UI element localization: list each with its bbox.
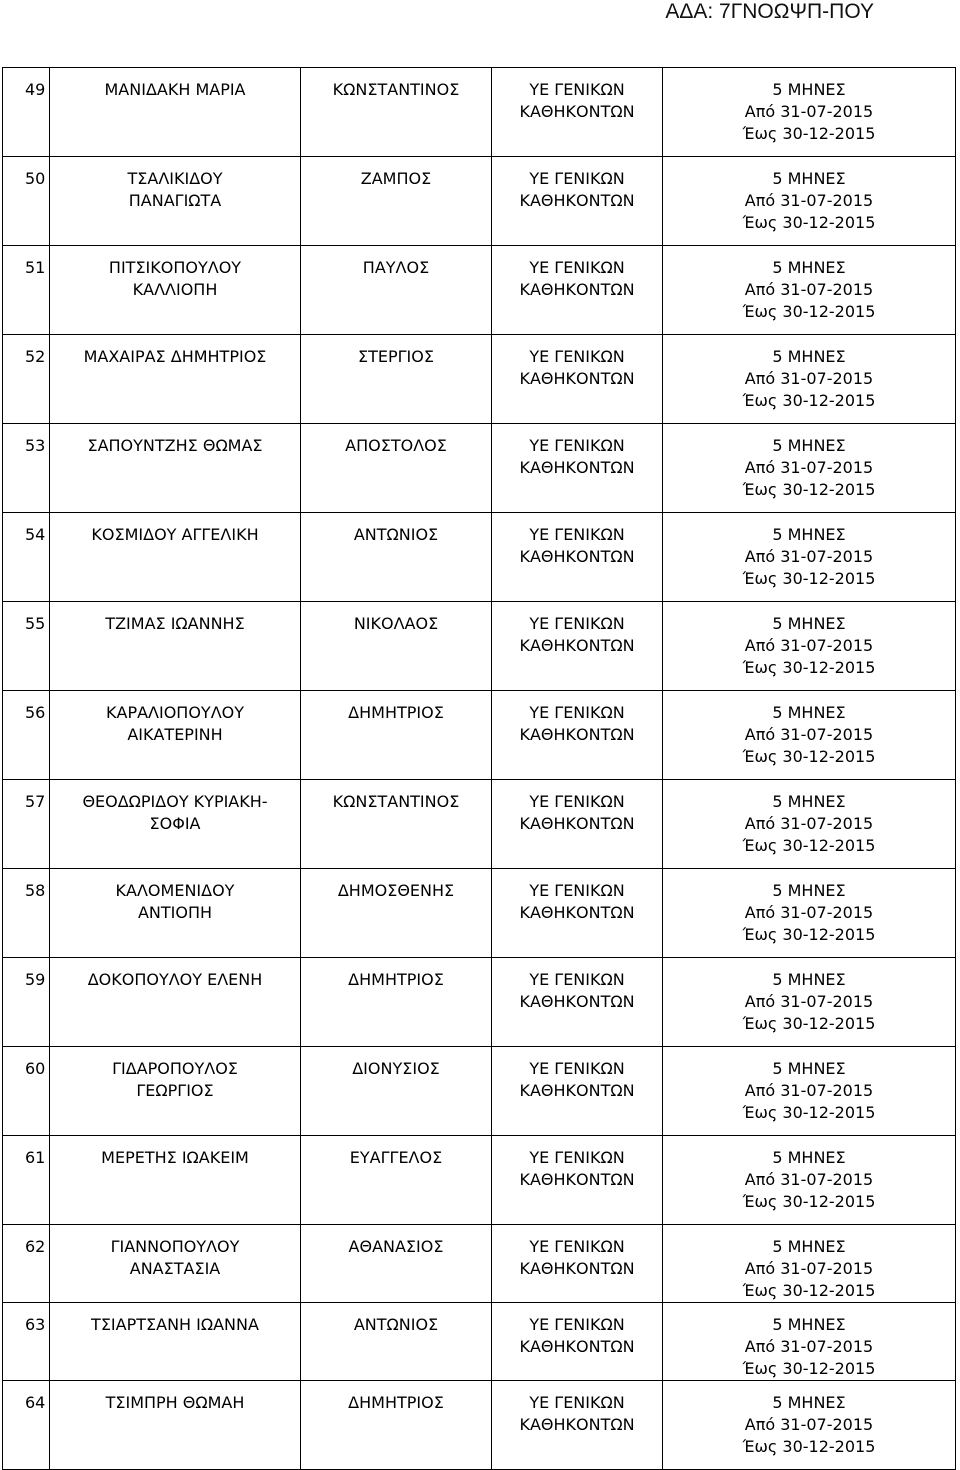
specialty: ΥΕ ΓΕΝΙΚΩΝ ΚΑΘΗΚΟΝΤΩΝ	[519, 881, 635, 922]
duration-cell	[663, 958, 956, 1047]
father-name: ΑΘΑΝΑΣΙΟΣ	[348, 1237, 444, 1256]
father-name-cell	[301, 1136, 492, 1225]
row-number: 60	[25, 1059, 46, 1078]
full-name: ΜΑΧΑΙΡΑΣ ΔΗΜΗΤΡΙΟΣ	[83, 347, 267, 366]
full-name: ΤΣΙΜΠΡΗ ΘΩΜΑΗ	[105, 1393, 245, 1412]
duration: 5 ΜΗΝΕΣ	[772, 258, 846, 277]
row-number-cell	[3, 1047, 50, 1136]
end-date: Έως 30-12-2015	[742, 925, 876, 944]
full-name: ΔΟΚΟΠΟΥΛΟΥ ΕΛΕΝΗ	[87, 970, 263, 989]
duration: 5 ΜΗΝΕΣ	[772, 881, 846, 900]
start-date: Από 31-07-2015	[744, 903, 874, 922]
table-row	[3, 424, 956, 513]
table-row	[3, 1381, 956, 1470]
personnel-table	[2, 67, 956, 1470]
full-name-cell	[50, 513, 301, 602]
father-name: ΑΝΤΩΝΙΟΣ	[353, 1315, 439, 1334]
end-date: Έως 30-12-2015	[742, 391, 876, 410]
row-number: 58	[25, 881, 46, 900]
table-row	[3, 1303, 956, 1381]
end-date: Έως 30-12-2015	[742, 1014, 876, 1033]
end-date: Έως 30-12-2015	[742, 1437, 876, 1456]
father-name-cell	[301, 246, 492, 335]
row-number: 52	[25, 347, 46, 366]
row-number: 57	[25, 792, 46, 811]
father-name: ΚΩΝΣΤΑΝΤΙΝΟΣ	[332, 792, 460, 811]
row-number-cell	[3, 1381, 50, 1470]
row-number-cell	[3, 246, 50, 335]
duration-cell	[663, 1381, 956, 1470]
row-number: 49	[25, 80, 46, 99]
full-name: ΜΑΝΙΔΑΚΗ ΜΑΡΙΑ	[104, 80, 246, 99]
duration-cell	[663, 869, 956, 958]
duration: 5 ΜΗΝΕΣ	[772, 169, 846, 188]
end-date: Έως 30-12-2015	[742, 658, 876, 677]
row-number-cell	[3, 780, 50, 869]
specialty: ΥΕ ΓΕΝΙΚΩΝ ΚΑΘΗΚΟΝΤΩΝ	[519, 1237, 635, 1278]
full-name: ΣΑΠΟΥΝΤΖΗΣ ΘΩΜΑΣ	[87, 436, 263, 455]
father-name: ΖΑΜΠΟΣ	[360, 169, 432, 188]
table-body	[3, 68, 956, 1470]
full-name: ΚΑΛΟΜΕΝΙΔΟΥ ΑΝΤΙΟΠΗ	[115, 881, 235, 922]
specialty-cell	[492, 691, 663, 780]
specialty: ΥΕ ΓΕΝΙΚΩΝ ΚΑΘΗΚΟΝΤΩΝ	[519, 1148, 635, 1189]
row-number: 59	[25, 970, 46, 989]
row-number: 61	[25, 1148, 46, 1167]
father-name-cell	[301, 958, 492, 1047]
father-name-cell	[301, 68, 492, 157]
table-row	[3, 68, 956, 157]
row-number: 55	[25, 614, 46, 633]
table-row	[3, 157, 956, 246]
end-date: Έως 30-12-2015	[742, 213, 876, 232]
row-number-cell	[3, 869, 50, 958]
end-date: Έως 30-12-2015	[742, 1281, 876, 1300]
full-name-cell	[50, 424, 301, 513]
specialty-cell	[492, 424, 663, 513]
duration: 5 ΜΗΝΕΣ	[772, 1315, 846, 1334]
father-name: ΔΗΜΗΤΡΙΟΣ	[348, 1393, 444, 1412]
start-date: Από 31-07-2015	[744, 458, 874, 477]
duration: 5 ΜΗΝΕΣ	[772, 347, 846, 366]
row-number-cell	[3, 958, 50, 1047]
full-name-cell	[50, 958, 301, 1047]
father-name: ΑΠΟΣΤΟΛΟΣ	[345, 436, 447, 455]
row-number-cell	[3, 1303, 50, 1381]
full-name: ΓΙΔΑΡΟΠΟΥΛΟΣ ΓΕΩΡΓΙΟΣ	[112, 1059, 238, 1100]
end-date: Έως 30-12-2015	[742, 1359, 876, 1378]
specialty-cell	[492, 157, 663, 246]
start-date: Από 31-07-2015	[744, 1259, 874, 1278]
row-number-cell	[3, 68, 50, 157]
duration-cell	[663, 1303, 956, 1381]
father-name-cell	[301, 513, 492, 602]
father-name: ΠΑΥΛΟΣ	[362, 258, 430, 277]
duration-cell	[663, 513, 956, 602]
row-number: 64	[25, 1393, 46, 1412]
father-name: ΕΥΑΓΓΕΛΟΣ	[349, 1148, 443, 1167]
row-number: 50	[25, 169, 46, 188]
father-name: ΔΗΜΗΤΡΙΟΣ	[348, 970, 444, 989]
duration: 5 ΜΗΝΕΣ	[772, 1393, 846, 1412]
table-row	[3, 1047, 956, 1136]
full-name-cell	[50, 869, 301, 958]
specialty-cell	[492, 1381, 663, 1470]
specialty: ΥΕ ΓΕΝΙΚΩΝ ΚΑΘΗΚΟΝΤΩΝ	[519, 436, 635, 477]
specialty: ΥΕ ΓΕΝΙΚΩΝ ΚΑΘΗΚΟΝΤΩΝ	[519, 792, 635, 833]
specialty: ΥΕ ΓΕΝΙΚΩΝ ΚΑΘΗΚΟΝΤΩΝ	[519, 1393, 635, 1434]
duration: 5 ΜΗΝΕΣ	[772, 436, 846, 455]
specialty-cell	[492, 1303, 663, 1381]
start-date: Από 31-07-2015	[744, 1415, 874, 1434]
full-name-cell	[50, 1047, 301, 1136]
duration-cell	[663, 424, 956, 513]
duration-cell	[663, 1225, 956, 1303]
table-row	[3, 513, 956, 602]
start-date: Από 31-07-2015	[744, 191, 874, 210]
row-number: 54	[25, 525, 46, 544]
row-number: 51	[25, 258, 46, 277]
specialty-cell	[492, 335, 663, 424]
row-number-cell	[3, 602, 50, 691]
start-date: Από 31-07-2015	[744, 280, 874, 299]
start-date: Από 31-07-2015	[744, 102, 874, 121]
full-name-cell	[50, 1225, 301, 1303]
specialty-cell	[492, 1136, 663, 1225]
table-row	[3, 1225, 956, 1303]
end-date: Έως 30-12-2015	[742, 569, 876, 588]
end-date: Έως 30-12-2015	[742, 124, 876, 143]
row-number-cell	[3, 424, 50, 513]
row-number-cell	[3, 513, 50, 602]
specialty: ΥΕ ΓΕΝΙΚΩΝ ΚΑΘΗΚΟΝΤΩΝ	[519, 169, 635, 210]
row-number-cell	[3, 335, 50, 424]
full-name: ΤΖΙΜΑΣ ΙΩΑΝΝΗΣ	[105, 614, 245, 633]
duration-cell	[663, 780, 956, 869]
row-number: 62	[25, 1237, 46, 1256]
full-name: ΓΙΑΝΝΟΠΟΥΛΟΥ ΑΝΑΣΤΑΣΙΑ	[110, 1237, 240, 1278]
duration: 5 ΜΗΝΕΣ	[772, 970, 846, 989]
row-number-cell	[3, 1225, 50, 1303]
specialty: ΥΕ ΓΕΝΙΚΩΝ ΚΑΘΗΚΟΝΤΩΝ	[519, 614, 635, 655]
full-name: ΜΕΡΕΤΗΣ ΙΩΑΚΕΙΜ	[101, 1148, 249, 1167]
end-date: Έως 30-12-2015	[742, 480, 876, 499]
specialty: ΥΕ ΓΕΝΙΚΩΝ ΚΑΘΗΚΟΝΤΩΝ	[519, 970, 635, 1011]
duration: 5 ΜΗΝΕΣ	[772, 1059, 846, 1078]
row-number-cell	[3, 157, 50, 246]
row-number: 53	[25, 436, 46, 455]
father-name-cell	[301, 602, 492, 691]
father-name-cell	[301, 157, 492, 246]
full-name-cell	[50, 691, 301, 780]
end-date: Έως 30-12-2015	[742, 836, 876, 855]
row-number: 56	[25, 703, 46, 722]
specialty-cell	[492, 780, 663, 869]
duration-cell	[663, 335, 956, 424]
duration-cell	[663, 157, 956, 246]
duration: 5 ΜΗΝΕΣ	[772, 1148, 846, 1167]
end-date: Έως 30-12-2015	[742, 1192, 876, 1211]
specialty: ΥΕ ΓΕΝΙΚΩΝ ΚΑΘΗΚΟΝΤΩΝ	[519, 1315, 635, 1356]
duration: 5 ΜΗΝΕΣ	[772, 792, 846, 811]
father-name: ΔΗΜΟΣΘΕΝΗΣ	[337, 881, 455, 900]
end-date: Έως 30-12-2015	[742, 302, 876, 321]
specialty-cell	[492, 958, 663, 1047]
duration-cell	[663, 1047, 956, 1136]
father-name-cell	[301, 1225, 492, 1303]
father-name-cell	[301, 1381, 492, 1470]
specialty-cell	[492, 602, 663, 691]
start-date: Από 31-07-2015	[744, 369, 874, 388]
father-name: ΑΝΤΩΝΙΟΣ	[353, 525, 439, 544]
father-name-cell	[301, 335, 492, 424]
start-date: Από 31-07-2015	[744, 636, 874, 655]
specialty-cell	[492, 246, 663, 335]
table-row	[3, 335, 956, 424]
full-name: ΚΟΣΜΙΔΟΥ ΑΓΓΕΛΙΚΗ	[91, 525, 259, 544]
start-date: Από 31-07-2015	[744, 992, 874, 1011]
duration-cell	[663, 1136, 956, 1225]
full-name-cell	[50, 1303, 301, 1381]
full-name: ΘΕΟΔΩΡΙΔΟΥ ΚΥΡΙΑΚΗ-ΣΟΦΙΑ	[82, 792, 268, 833]
father-name-cell	[301, 691, 492, 780]
specialty-cell	[492, 68, 663, 157]
specialty-cell	[492, 1047, 663, 1136]
full-name-cell	[50, 602, 301, 691]
specialty-cell	[492, 1225, 663, 1303]
full-name-cell	[50, 335, 301, 424]
specialty: ΥΕ ΓΕΝΙΚΩΝ ΚΑΘΗΚΟΝΤΩΝ	[519, 1059, 635, 1100]
specialty: ΥΕ ΓΕΝΙΚΩΝ ΚΑΘΗΚΟΝΤΩΝ	[519, 347, 635, 388]
table-row	[3, 958, 956, 1047]
father-name-cell	[301, 424, 492, 513]
row-number-cell	[3, 1136, 50, 1225]
full-name-cell	[50, 157, 301, 246]
full-name-cell	[50, 68, 301, 157]
father-name: ΣΤΕΡΓΙΟΣ	[358, 347, 434, 366]
duration: 5 ΜΗΝΕΣ	[772, 80, 846, 99]
start-date: Από 31-07-2015	[744, 1170, 874, 1189]
start-date: Από 31-07-2015	[744, 547, 874, 566]
duration-cell	[663, 691, 956, 780]
duration: 5 ΜΗΝΕΣ	[772, 703, 846, 722]
specialty: ΥΕ ΓΕΝΙΚΩΝ ΚΑΘΗΚΟΝΤΩΝ	[519, 703, 635, 744]
full-name: ΤΣΙΑΡΤΣΑΝΗ ΙΩΑΝΝΑ	[91, 1315, 259, 1334]
father-name: ΔΙΟΝΥΣΙΟΣ	[352, 1059, 440, 1078]
duration-cell	[663, 246, 956, 335]
duration-cell	[663, 68, 956, 157]
full-name: ΚΑΡΑΛΙΟΠΟΥΛΟΥ ΑΙΚΑΤΕΡΙΝΗ	[106, 703, 244, 744]
full-name: ΠΙΤΣΙΚΟΠΟΥΛΟΥ ΚΑΛΛΙΟΠΗ	[108, 258, 242, 299]
start-date: Από 31-07-2015	[744, 1337, 874, 1356]
father-name-cell	[301, 869, 492, 958]
table-row	[3, 246, 956, 335]
father-name-cell	[301, 1047, 492, 1136]
full-name-cell	[50, 780, 301, 869]
duration: 5 ΜΗΝΕΣ	[772, 1237, 846, 1256]
father-name-cell	[301, 1303, 492, 1381]
full-name: ΤΣΑΛΙΚΙΔΟΥ ΠΑΝΑΓΙΩΤΑ	[127, 169, 223, 210]
ada-code: ΑΔΑ: 7ΓΝΟΩΨΠ-ΠΟΥ	[665, 0, 874, 23]
father-name-cell	[301, 780, 492, 869]
father-name: ΝΙΚΟΛΑΟΣ	[353, 614, 439, 633]
start-date: Από 31-07-2015	[744, 1081, 874, 1100]
start-date: Από 31-07-2015	[744, 725, 874, 744]
father-name: ΔΗΜΗΤΡΙΟΣ	[348, 703, 444, 722]
specialty-cell	[492, 513, 663, 602]
specialty: ΥΕ ΓΕΝΙΚΩΝ ΚΑΘΗΚΟΝΤΩΝ	[519, 525, 635, 566]
row-number: 63	[25, 1315, 46, 1334]
duration-cell	[663, 602, 956, 691]
specialty: ΥΕ ΓΕΝΙΚΩΝ ΚΑΘΗΚΟΝΤΩΝ	[519, 80, 635, 121]
full-name-cell	[50, 1136, 301, 1225]
table-row	[3, 869, 956, 958]
specialty-cell	[492, 869, 663, 958]
full-name-cell	[50, 1381, 301, 1470]
end-date: Έως 30-12-2015	[742, 747, 876, 766]
row-number-cell	[3, 691, 50, 780]
table-row	[3, 691, 956, 780]
full-name-cell	[50, 246, 301, 335]
start-date: Από 31-07-2015	[744, 814, 874, 833]
father-name: ΚΩΝΣΤΑΝΤΙΝΟΣ	[332, 80, 460, 99]
duration: 5 ΜΗΝΕΣ	[772, 614, 846, 633]
table-row	[3, 780, 956, 869]
duration: 5 ΜΗΝΕΣ	[772, 525, 846, 544]
table-row	[3, 602, 956, 691]
table-row	[3, 1136, 956, 1225]
specialty: ΥΕ ΓΕΝΙΚΩΝ ΚΑΘΗΚΟΝΤΩΝ	[519, 258, 635, 299]
end-date: Έως 30-12-2015	[742, 1103, 876, 1122]
